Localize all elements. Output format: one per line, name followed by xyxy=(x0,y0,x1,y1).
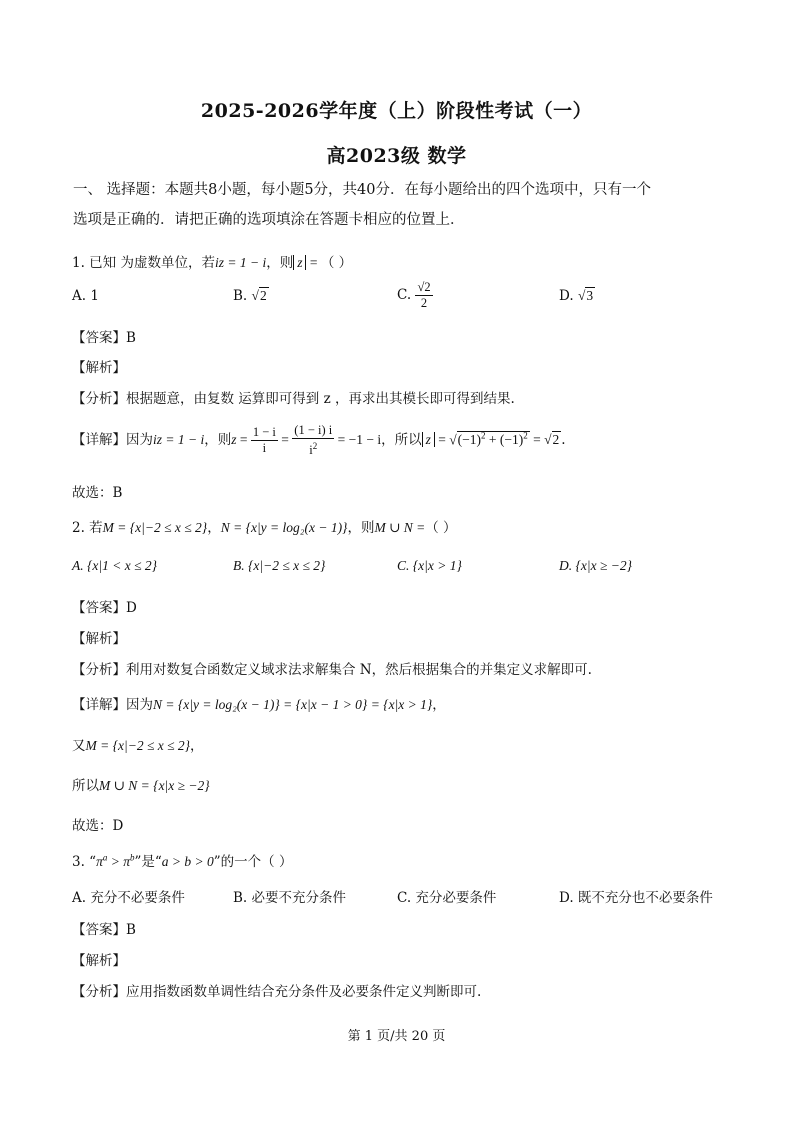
q3-option-c: C. 充分必要条件 xyxy=(397,890,497,906)
q1-stem-text-b: ，则 xyxy=(266,255,294,271)
q3-analysis-tag: 【解析】 xyxy=(72,953,126,969)
q1-stem-bracket: （ ） xyxy=(320,255,353,271)
q1-analysis-tag: 【解析】 xyxy=(72,360,126,376)
q1-analysis: 【分析】根据题意，由复数 运算即可得到 z ，再求出其模长即可得到结果. xyxy=(72,391,515,407)
q3-stem: 3. “$\pi^a > \pi^b$”是“a > b > 0”的一个（ ） xyxy=(72,852,293,870)
q2-stem: 2. 若M = {x|−2 ≤ x ≤ 2}，N = {x|y = log₂(x − 1)}，则M ∪ N =（ ） xyxy=(72,520,457,536)
q2-choice: 故选：D xyxy=(72,818,124,834)
q1-option-c: C. $\frac{√2}{2}$ xyxy=(397,280,431,310)
sqrt-icon: √2 xyxy=(251,288,267,303)
q3-option-a: A. 充分不必要条件 xyxy=(72,890,185,906)
q2-option-d: D. {x|x ≥ −2} xyxy=(559,558,633,573)
q2-so: 所以M ∪ N = {x|x ≥ −2} xyxy=(72,778,210,794)
page-footer: 第 1 页/共 20 页 xyxy=(347,1029,446,1044)
exam-title: 2025-2026学年度（上）阶段性考试（一） xyxy=(200,100,593,122)
q1-option-a: A. 1 xyxy=(72,288,99,304)
q1-stem-equation: iz = 1 − i xyxy=(214,255,267,270)
q1-option-d: D. √3 xyxy=(559,288,594,304)
q2-also: 又M = {x|−2 ≤ x ≤ 2}， xyxy=(72,738,204,754)
q3-option-b: B. 必要不充分条件 xyxy=(233,890,347,906)
q2-detail: 【详解】因为N = {x|y = log₂(x − 1)} = {x|x − 1 > 0} = {x|x > 1}， xyxy=(72,697,446,713)
q2-analysis: 【分析】利用对数复合函数定义域求法求解集合 N，然后根据集合的并集定义求解即可. xyxy=(72,662,592,678)
q1-option-b: B. √2 xyxy=(233,288,267,304)
q1-detail: 【详解】因为iz = 1 − i，则z = $\frac{1 - i}{i}$ = $\frac{(1 - i) i}{i^2}$ = −1 − i，所以 $z = √(-1)^2 + (-1)^2 = √2$ . xyxy=(72,423,566,458)
q2-option-c: C. {x|x > 1} xyxy=(397,558,462,573)
q2-option-a: A. {x|1 < x ≤ 2} xyxy=(72,558,158,573)
q1-abs-z: z xyxy=(293,255,306,270)
q2-option-b: B. {x|−2 ≤ x ≤ 2} xyxy=(233,558,326,573)
sqrt-icon: √3 xyxy=(577,288,594,303)
section-intro-line1: 一、 选择题：本题共8小题，每小题5分，共40分．在每小题给出的四个选项中，只有一个 xyxy=(73,182,652,198)
q3-answer: 【答案】B xyxy=(72,922,136,938)
q1-stem-text-a: 1. 已知 为虚数单位，若 xyxy=(72,255,215,271)
q3-option-d: D. 既不充分也不必要条件 xyxy=(559,890,713,906)
q1-option-c-fraction: $\frac{√2}{2}$ xyxy=(417,280,431,310)
q1-stem: 1. 已知 为虚数单位，若iz = 1 − i，则 z = （ ） xyxy=(72,255,353,271)
q1-choice: 故选：B xyxy=(72,485,123,501)
q3-analysis: 【分析】应用指数函数单调性结合充分条件及必要条件定义判断即可. xyxy=(72,984,482,1000)
exam-subtitle: 高2023级 数学 xyxy=(326,145,467,167)
q2-analysis-tag: 【解析】 xyxy=(72,631,126,647)
q1-answer: 【答案】B xyxy=(72,330,136,346)
q2-answer: 【答案】D xyxy=(72,600,137,616)
section-intro-line2: 选项是正确的．请把正确的选项填涂在答题卡相应的位置上． xyxy=(73,212,465,228)
